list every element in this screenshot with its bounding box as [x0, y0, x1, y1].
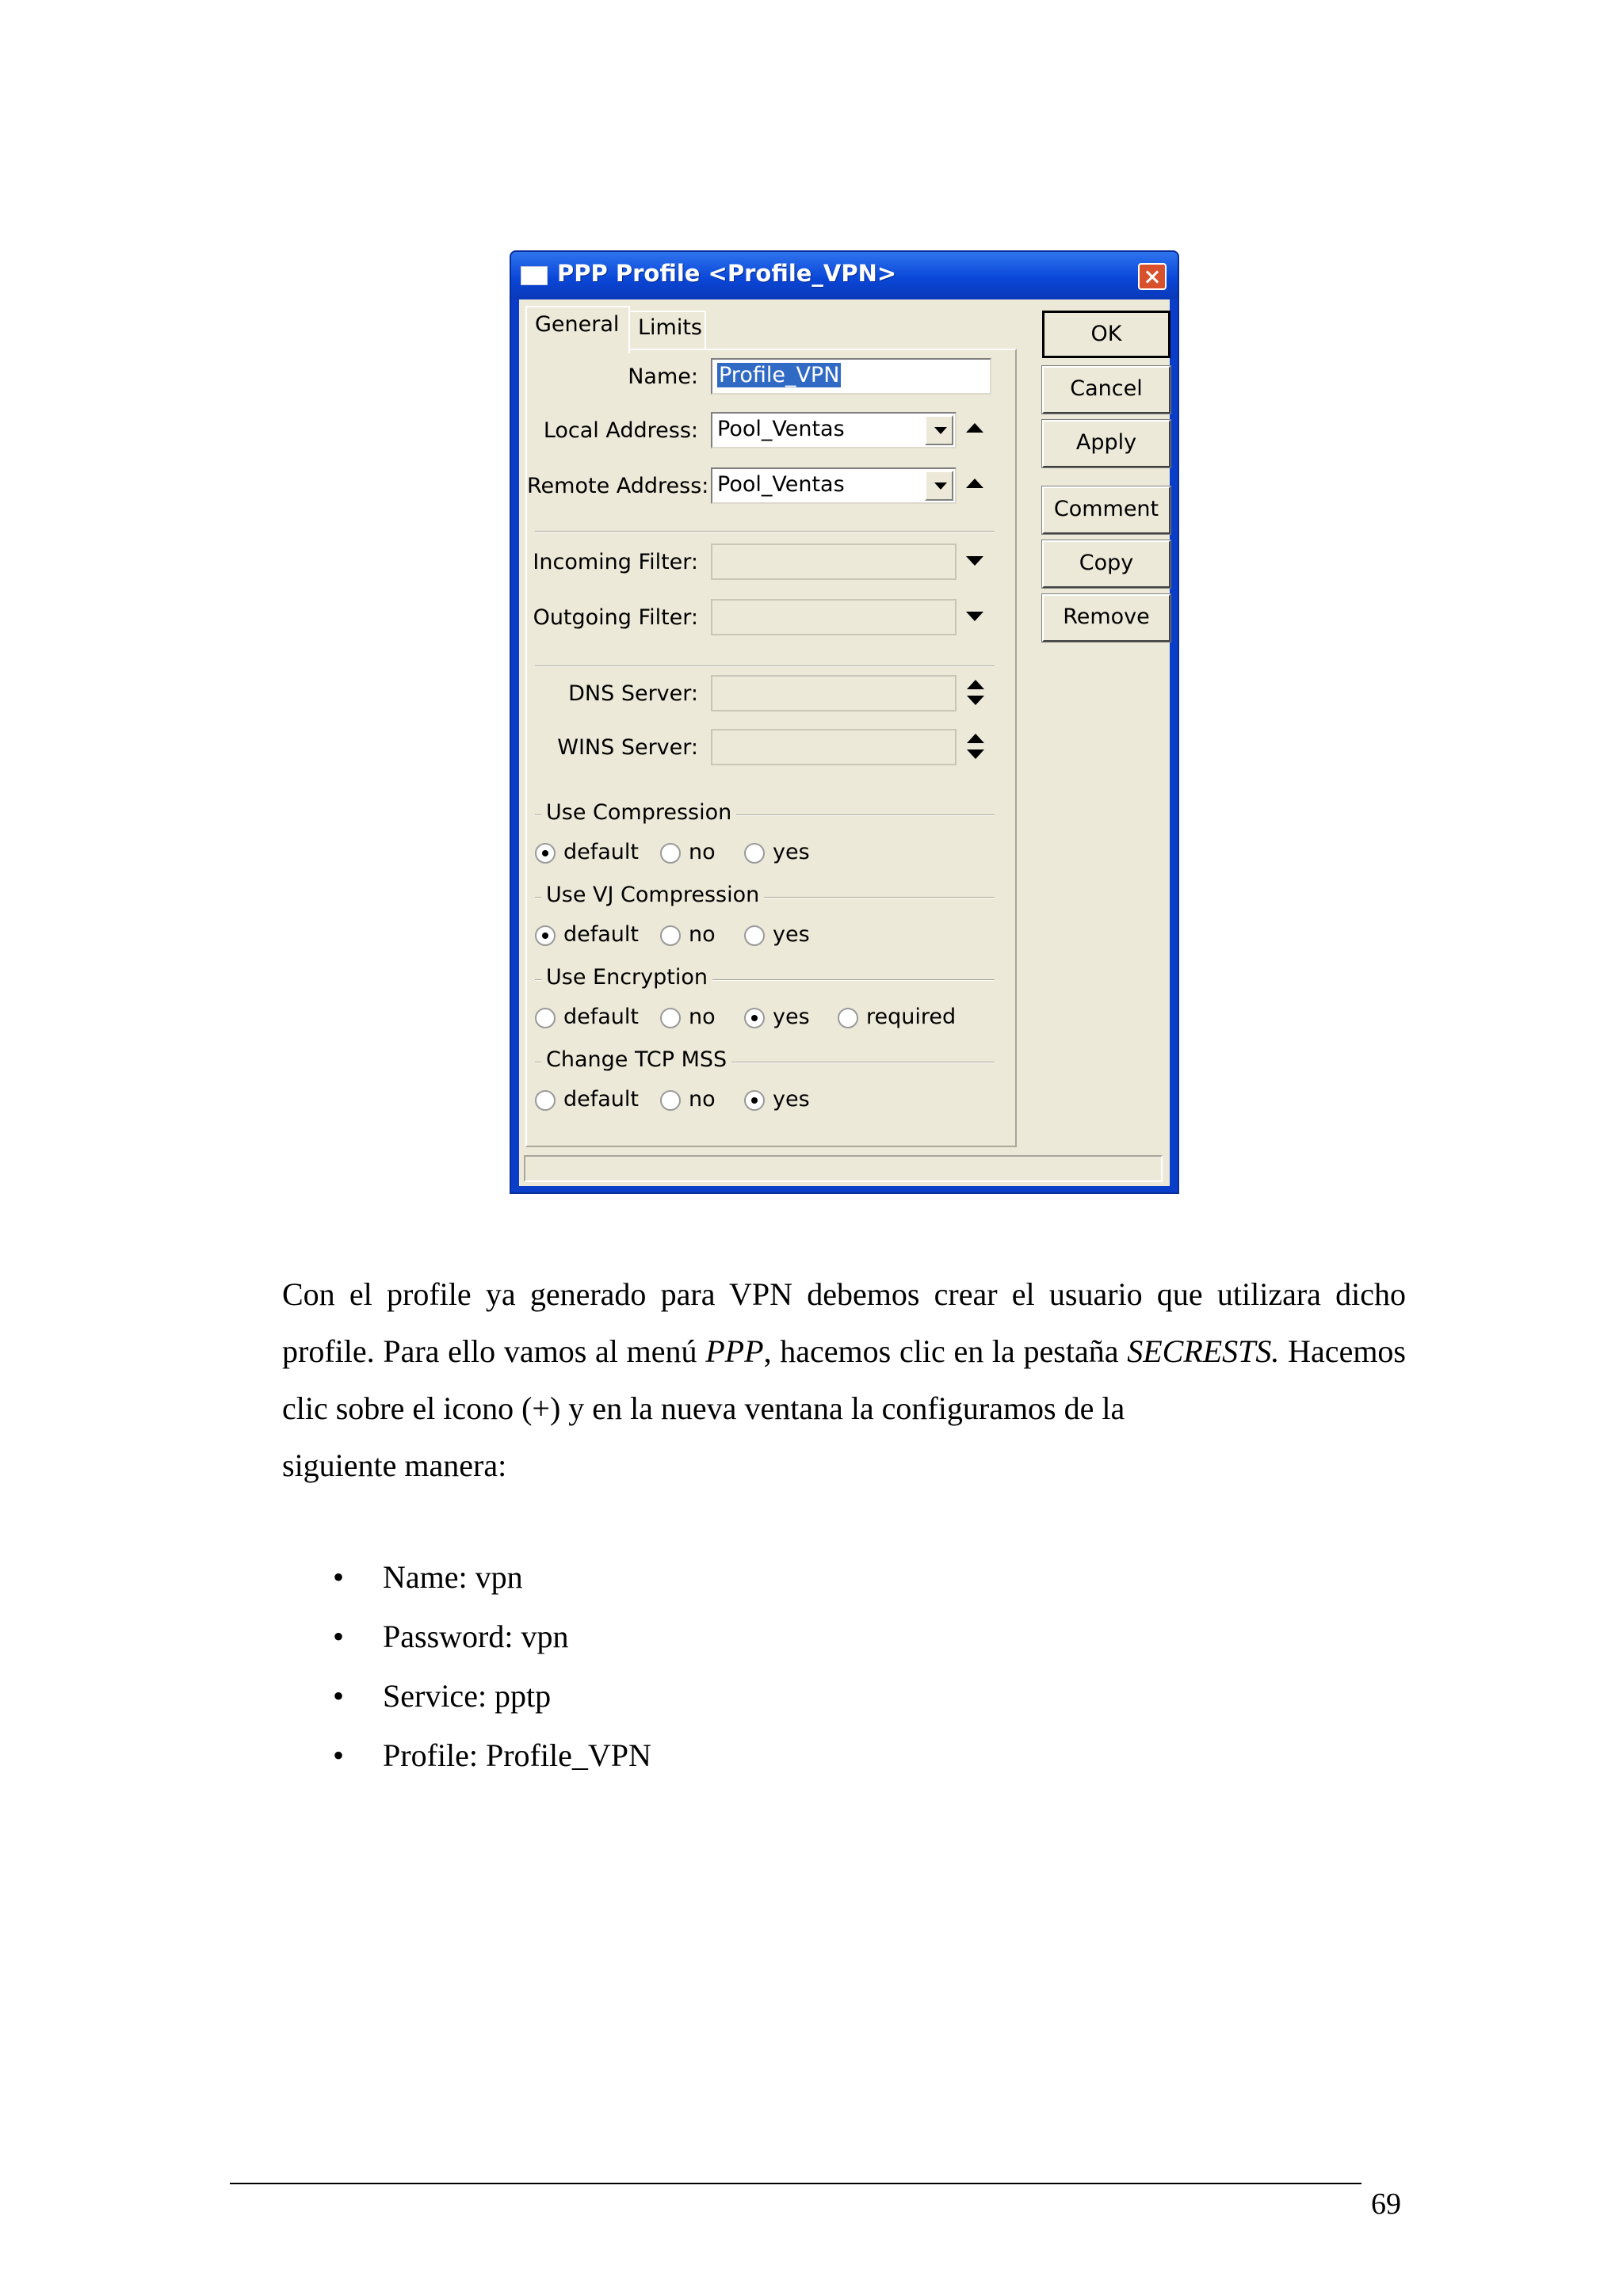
tab-general[interactable]: General	[525, 306, 630, 353]
local-address-label: Local Address:	[543, 418, 698, 443]
updown-icon[interactable]	[966, 680, 985, 707]
radio-label: yes	[773, 922, 810, 947]
use-vj-compression-no-radio[interactable]	[660, 925, 681, 946]
radio-label: required	[866, 1005, 957, 1029]
radio-label: default	[563, 1087, 640, 1112]
apply-button[interactable]: Apply	[1042, 420, 1170, 467]
remote-address-label: Remote Address:	[527, 474, 709, 498]
dns-server-label: DNS Server:	[568, 681, 698, 706]
use-vj-compression-yes-radio[interactable]	[744, 925, 765, 946]
triangle-down-icon[interactable]	[966, 556, 983, 566]
separator	[535, 531, 995, 532]
body-paragraph	[282, 1266, 1406, 1494]
list-item: • Password: vpn	[333, 1607, 651, 1666]
tab-name-secrests: SECRESTS.	[1127, 1333, 1280, 1369]
radio-label: no	[689, 1005, 716, 1029]
remote-address-value: Pool_Ventas	[717, 472, 845, 497]
chevron-down-icon[interactable]	[925, 471, 953, 501]
radio-label: no	[689, 840, 716, 864]
paragraph-text: Hacemos clic sobre el icono (+) y en la nueva ventana la configuramos de la	[282, 1333, 1406, 1426]
incoming-filter-input[interactable]	[711, 543, 957, 580]
paragraph-text: , hacemos clic en la pestaña	[763, 1333, 1128, 1369]
dns-server-input[interactable]	[711, 675, 957, 711]
incoming-filter-label: Incoming Filter:	[533, 550, 698, 574]
local-address-select[interactable]	[711, 412, 957, 448]
name-input[interactable]	[711, 358, 991, 395]
wins-server-label: WINS Server:	[557, 735, 698, 760]
window-icon	[521, 266, 548, 285]
radio-label: yes	[773, 1005, 810, 1029]
change-tcp-mss-title: Change TCP MSS	[541, 1047, 731, 1072]
triangle-up-icon[interactable]	[966, 479, 983, 488]
comment-button[interactable]: Comment	[1042, 486, 1170, 534]
change-tcp-mss-no-radio[interactable]	[660, 1090, 681, 1111]
dialog-client-area	[519, 299, 1170, 1186]
settings-list	[333, 1547, 651, 1785]
use-encryption-default-radio[interactable]	[535, 1008, 556, 1028]
close-button[interactable]	[1138, 263, 1167, 290]
remove-button[interactable]: Remove	[1042, 594, 1170, 642]
cancel-button[interactable]: Cancel	[1042, 366, 1170, 414]
ok-button[interactable]: OK	[1042, 311, 1170, 358]
updown-icon[interactable]	[966, 734, 985, 761]
change-tcp-mss-default-radio[interactable]	[535, 1090, 556, 1111]
list-item: • Name: vpn	[333, 1547, 651, 1607]
use-vj-compression-title: Use VJ Compression	[541, 883, 764, 907]
radio-label: default	[563, 840, 640, 864]
radio-label: default	[563, 1005, 640, 1029]
general-panel	[525, 349, 1017, 1147]
radio-label: yes	[773, 1087, 810, 1112]
window-title: PPP Profile <Profile_VPN>	[557, 260, 897, 287]
radio-label: yes	[773, 840, 810, 864]
radio-label: default	[563, 922, 640, 947]
name-value: Profile_VPN	[719, 363, 840, 387]
outgoing-filter-label: Outgoing Filter:	[533, 605, 698, 630]
use-compression-default-radio[interactable]	[535, 843, 556, 864]
paragraph-text: Con el profile ya generado para VPN debemos crear el usuario que utilizara dicho profile. Para ello vamos al menú	[282, 1276, 1406, 1369]
use-vj-compression-default-radio[interactable]	[535, 925, 556, 946]
remote-address-select[interactable]	[711, 467, 957, 504]
footer-divider	[230, 2183, 1361, 2184]
status-bar	[524, 1155, 1163, 1182]
name-label: Name:	[628, 364, 698, 389]
copy-button[interactable]: Copy	[1042, 540, 1170, 588]
title-bar[interactable]	[511, 252, 1178, 299]
page-number: 69	[1371, 2187, 1401, 2221]
use-compression-yes-radio[interactable]	[744, 843, 765, 864]
ppp-profile-window	[510, 250, 1179, 1194]
paragraph-text: siguiente manera:	[282, 1447, 507, 1483]
separator	[535, 666, 995, 667]
menu-name-ppp: PPP	[705, 1333, 764, 1369]
change-tcp-mss-yes-radio[interactable]	[744, 1090, 765, 1111]
radio-label: no	[689, 1087, 716, 1112]
triangle-up-icon[interactable]	[966, 423, 983, 433]
triangle-down-icon[interactable]	[966, 612, 983, 621]
use-encryption-no-radio[interactable]	[660, 1008, 681, 1028]
use-compression-title: Use Compression	[541, 800, 736, 825]
tab-limits[interactable]: Limits	[630, 311, 706, 349]
list-item: • Service: pptp	[333, 1666, 651, 1726]
wins-server-input[interactable]	[711, 729, 957, 765]
use-encryption-title: Use Encryption	[541, 965, 712, 990]
chevron-down-icon[interactable]	[925, 415, 953, 445]
use-compression-no-radio[interactable]	[660, 843, 681, 864]
list-item: • Profile: Profile_VPN	[333, 1726, 651, 1785]
radio-label: no	[689, 922, 716, 947]
local-address-value: Pool_Ventas	[717, 417, 845, 441]
use-encryption-required-radio[interactable]	[838, 1008, 858, 1028]
outgoing-filter-input[interactable]	[711, 599, 957, 635]
use-encryption-yes-radio[interactable]	[744, 1008, 765, 1028]
